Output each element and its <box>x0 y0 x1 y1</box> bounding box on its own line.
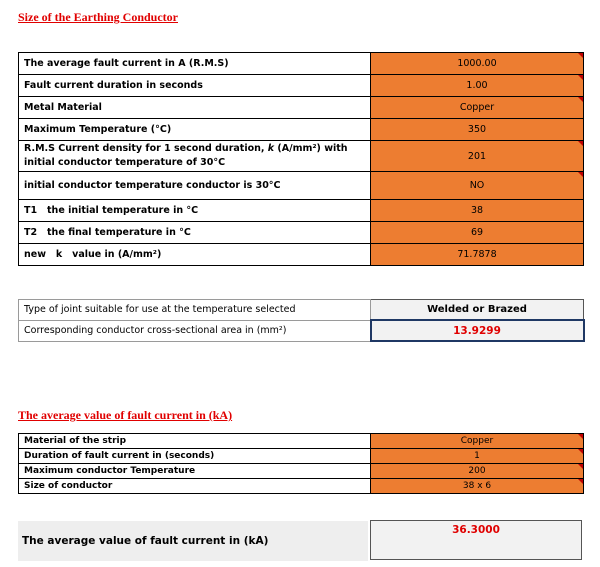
comment-marker-icon <box>578 75 583 80</box>
result-label: The average value of fault current in (kA) <box>18 521 368 561</box>
row-label: T2 the final temperature in °C <box>19 222 371 244</box>
table-row <box>19 141 584 172</box>
table-row <box>19 172 584 200</box>
row-label: Maximum conductor Temperature <box>19 464 371 479</box>
comment-marker-icon <box>578 434 583 439</box>
comment-marker-icon <box>578 97 583 102</box>
row-label: Metal Material <box>19 97 371 119</box>
duration-cell[interactable]: 1.00 <box>371 75 584 97</box>
strip-size-cell[interactable]: 38 x 6 <box>371 479 584 494</box>
table-row <box>19 222 584 244</box>
table-row <box>19 53 584 75</box>
table-row <box>19 244 584 266</box>
result-value[interactable]: 36.3000 <box>370 520 582 560</box>
joint-type-label: Type of joint suitable for use at the temperature selected <box>19 300 371 321</box>
table-row <box>19 464 584 479</box>
initial-temp-flag-cell[interactable]: NO <box>371 172 584 200</box>
cross-section-label: Corresponding conductor cross-sectional area in (mm²) <box>19 320 371 341</box>
table-row <box>19 449 584 464</box>
input-table <box>18 52 584 266</box>
strip-max-temp-cell[interactable]: 200 <box>371 464 584 479</box>
table-row <box>19 119 584 141</box>
comment-marker-icon <box>578 53 583 58</box>
t2-cell[interactable]: 69 <box>371 222 584 244</box>
row-label: T1 the initial temperature in °C <box>19 200 371 222</box>
table-row <box>19 479 584 494</box>
t1-cell[interactable]: 38 <box>371 200 584 222</box>
section-title-size: Size of the Earthing Conductor <box>18 10 178 24</box>
comment-marker-icon <box>578 479 583 484</box>
table-row <box>19 434 584 449</box>
new-k-cell[interactable]: 71.7878 <box>371 244 584 266</box>
comment-marker-icon <box>578 172 583 177</box>
table-row <box>19 200 584 222</box>
row-label: Material of the strip <box>19 434 371 449</box>
row-label: Fault current duration in seconds <box>19 75 371 97</box>
row-label: new k value in (A/mm²) <box>19 244 371 266</box>
strip-duration-cell[interactable]: 1 <box>371 449 584 464</box>
row-label: R.M.S Current density for 1 second duration, k (A/mm²) with initial conductor temperature of 30°C <box>19 141 371 172</box>
max-temperature-cell[interactable]: 350 <box>371 119 584 141</box>
joint-type-value[interactable]: Welded or Brazed <box>371 300 584 321</box>
row-label: Duration of fault current in (seconds) <box>19 449 371 464</box>
metal-material-cell[interactable]: Copper <box>371 97 584 119</box>
cross-section-value[interactable]: 13.9299 <box>371 320 584 341</box>
table-row <box>19 320 584 341</box>
section-title-fault-current: The average value of fault current in (kA) <box>18 408 233 422</box>
row-label: initial conductor temperature conductor is 30°C <box>19 172 371 200</box>
row-label: Maximum Temperature (°C) <box>19 119 371 141</box>
fault-current-cell[interactable]: 1000.00 <box>371 53 584 75</box>
strip-material-cell[interactable]: Copper <box>371 434 584 449</box>
table-row <box>19 300 584 321</box>
comment-marker-icon <box>578 449 583 454</box>
row-label: Size of conductor <box>19 479 371 494</box>
table-row <box>19 75 584 97</box>
row-label: The average fault current in A (R.M.S) <box>19 53 371 75</box>
joint-table <box>18 299 585 342</box>
current-density-cell[interactable]: 201 <box>371 141 584 172</box>
strip-table <box>18 433 584 494</box>
comment-marker-icon <box>578 141 583 146</box>
comment-marker-icon <box>578 464 583 469</box>
table-row <box>19 97 584 119</box>
